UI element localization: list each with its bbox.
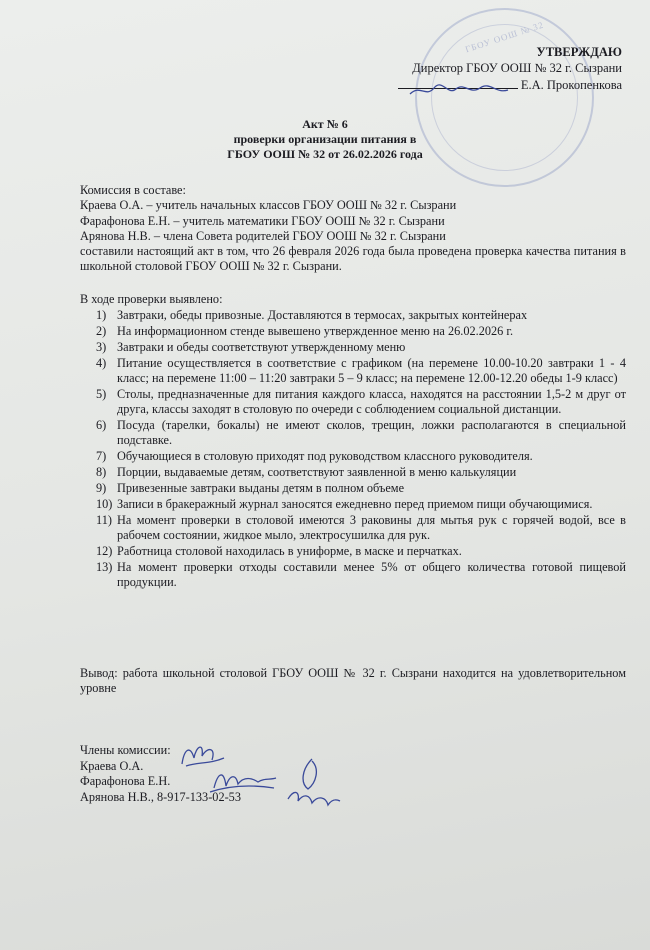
act-subtitle: проверки организации питания в — [233, 132, 417, 146]
item-text: Порции, выдаваемые детям, соответствуют заявленной в меню калькуляции — [117, 465, 517, 480]
item-text: Завтраки и обеды соответствуют утвержденному меню — [117, 339, 406, 354]
item-number: 1) — [96, 308, 107, 322]
conclusion: Вывод: работа школьной столовой ГБОУ ООШ № 32 г. Сызрани находится на удовлетворительном уровне — [80, 666, 626, 696]
commission-member: Краева О.А. – учитель начальных классов ГБОУ ООШ № 32 г. Сызрани — [80, 198, 457, 213]
commission-heading: Комиссия в составе: — [80, 183, 186, 197]
signature-member: Арянова Н.В., 8-917-133-02-53 — [80, 789, 241, 804]
item-number: 5) — [96, 386, 107, 401]
signature-farafonova — [208, 764, 280, 796]
item-number: 9) — [96, 481, 107, 496]
item-text: Записи в бракеражный журнал заносятся ежедневно перед приемом пищи обучающимися. — [117, 496, 593, 511]
findings-heading: В ходе проверки выявлено: — [80, 292, 223, 306]
list-item — [96, 497, 626, 512]
director-signature — [408, 80, 513, 102]
list-item — [96, 324, 626, 339]
commission-member: Фарафонова Е.Н. – учитель математики ГБОУ ООШ № 32 г. Сызрани — [80, 213, 445, 228]
list-item — [96, 356, 626, 387]
approval-position: Директор ГБОУ ООШ № 32 г. Сызрани — [412, 61, 622, 75]
item-text: Работница столовой находилась в униформе, в маске и перчатках. — [117, 543, 462, 558]
item-text: Посуда (тарелки, бокалы) не имеют сколов, трещин, ложки располагаются в специальной подставке. — [117, 418, 626, 448]
item-text: На момент проверки в столовой имеются 3 раковины для мытья рук с горячей водой, все в рабочем состоянии, жидкое мыло, электросушилка для рук. — [117, 512, 626, 543]
findings-list — [96, 308, 626, 591]
item-text: На информационном стенде вывешено утвержденное меню на 26.02.2026 г. — [117, 323, 514, 338]
list-item — [96, 481, 626, 496]
act-school-date: ГБОУ ООШ № 32 от 26.02.2026 года — [227, 147, 423, 161]
signature-member: Фарафонова Е.Н. — [80, 774, 171, 788]
item-number: 8) — [96, 465, 107, 480]
commission-member: Арянова Н.В. – члена Совета родителей ГБОУ ООШ № 32 г. Сызрани — [80, 228, 446, 243]
item-number: 4) — [96, 355, 107, 370]
item-number: 3) — [96, 339, 107, 354]
signature-aryanova — [282, 755, 342, 817]
item-text: Обучающиеся в столовую приходят под руководством классного руководителя. — [117, 449, 533, 464]
item-number: 11) — [96, 512, 112, 527]
list-item — [96, 449, 626, 464]
item-number: 12) — [96, 543, 113, 558]
act-number: Акт № 6 — [302, 117, 348, 131]
list-item — [96, 387, 626, 418]
approval-title: УТВЕРЖДАЮ — [536, 45, 622, 59]
item-number: 6) — [96, 418, 107, 433]
item-number: 13) — [96, 559, 113, 574]
item-text: Завтраки, обеды привозные. Доставляются в термосах, закрытых контейнерах — [117, 308, 528, 322]
item-number: 7) — [96, 449, 107, 464]
item-text: Питание осуществляется в соответствие с графиком (на перемене 10.00-10.20 завтраки 1 - 4 класс; на перемене 11:00 – 11:20 завтраки 5 – 9 класс; на перемене 12.00-12.20 обеды 1-9 класс) — [117, 355, 626, 385]
list-item — [96, 560, 626, 591]
list-item — [96, 465, 626, 480]
list-item — [96, 340, 626, 355]
item-text: Столы, предназначенные для питания каждого класса, находятся на расстоянии 1,5-2 м друг от друга, классы заходят в столовую по очереди с соблюдением социальной дистанции. — [117, 386, 626, 417]
commission-statement: составили настоящий акт в том, что 26 февраля 2026 года была проведена проверка качества питания в школьной столовой ГБОУ ООШ № 32 г. Сызрани. — [80, 244, 626, 274]
list-item — [96, 418, 626, 449]
list-item — [96, 308, 626, 323]
item-text: На момент проверки отходы составили менее 5% от общего количества готовой пищевой продукции. — [117, 559, 626, 590]
item-text: Привезенные завтраки выданы детям в полном объеме — [117, 481, 405, 496]
approval-name: Е.А. Прокопенкова — [520, 78, 622, 92]
signature-member: Краева О.А. — [80, 758, 144, 773]
item-number: 10) — [96, 496, 113, 511]
list-item — [96, 544, 626, 559]
item-number: 2) — [96, 323, 107, 338]
commission-block — [80, 183, 626, 275]
seal-text: ГБОУ ООШ № 32 — [463, 19, 546, 55]
signatures-heading: Члены комиссии: — [80, 743, 171, 757]
list-item — [96, 513, 626, 544]
act-title-block — [0, 117, 650, 162]
